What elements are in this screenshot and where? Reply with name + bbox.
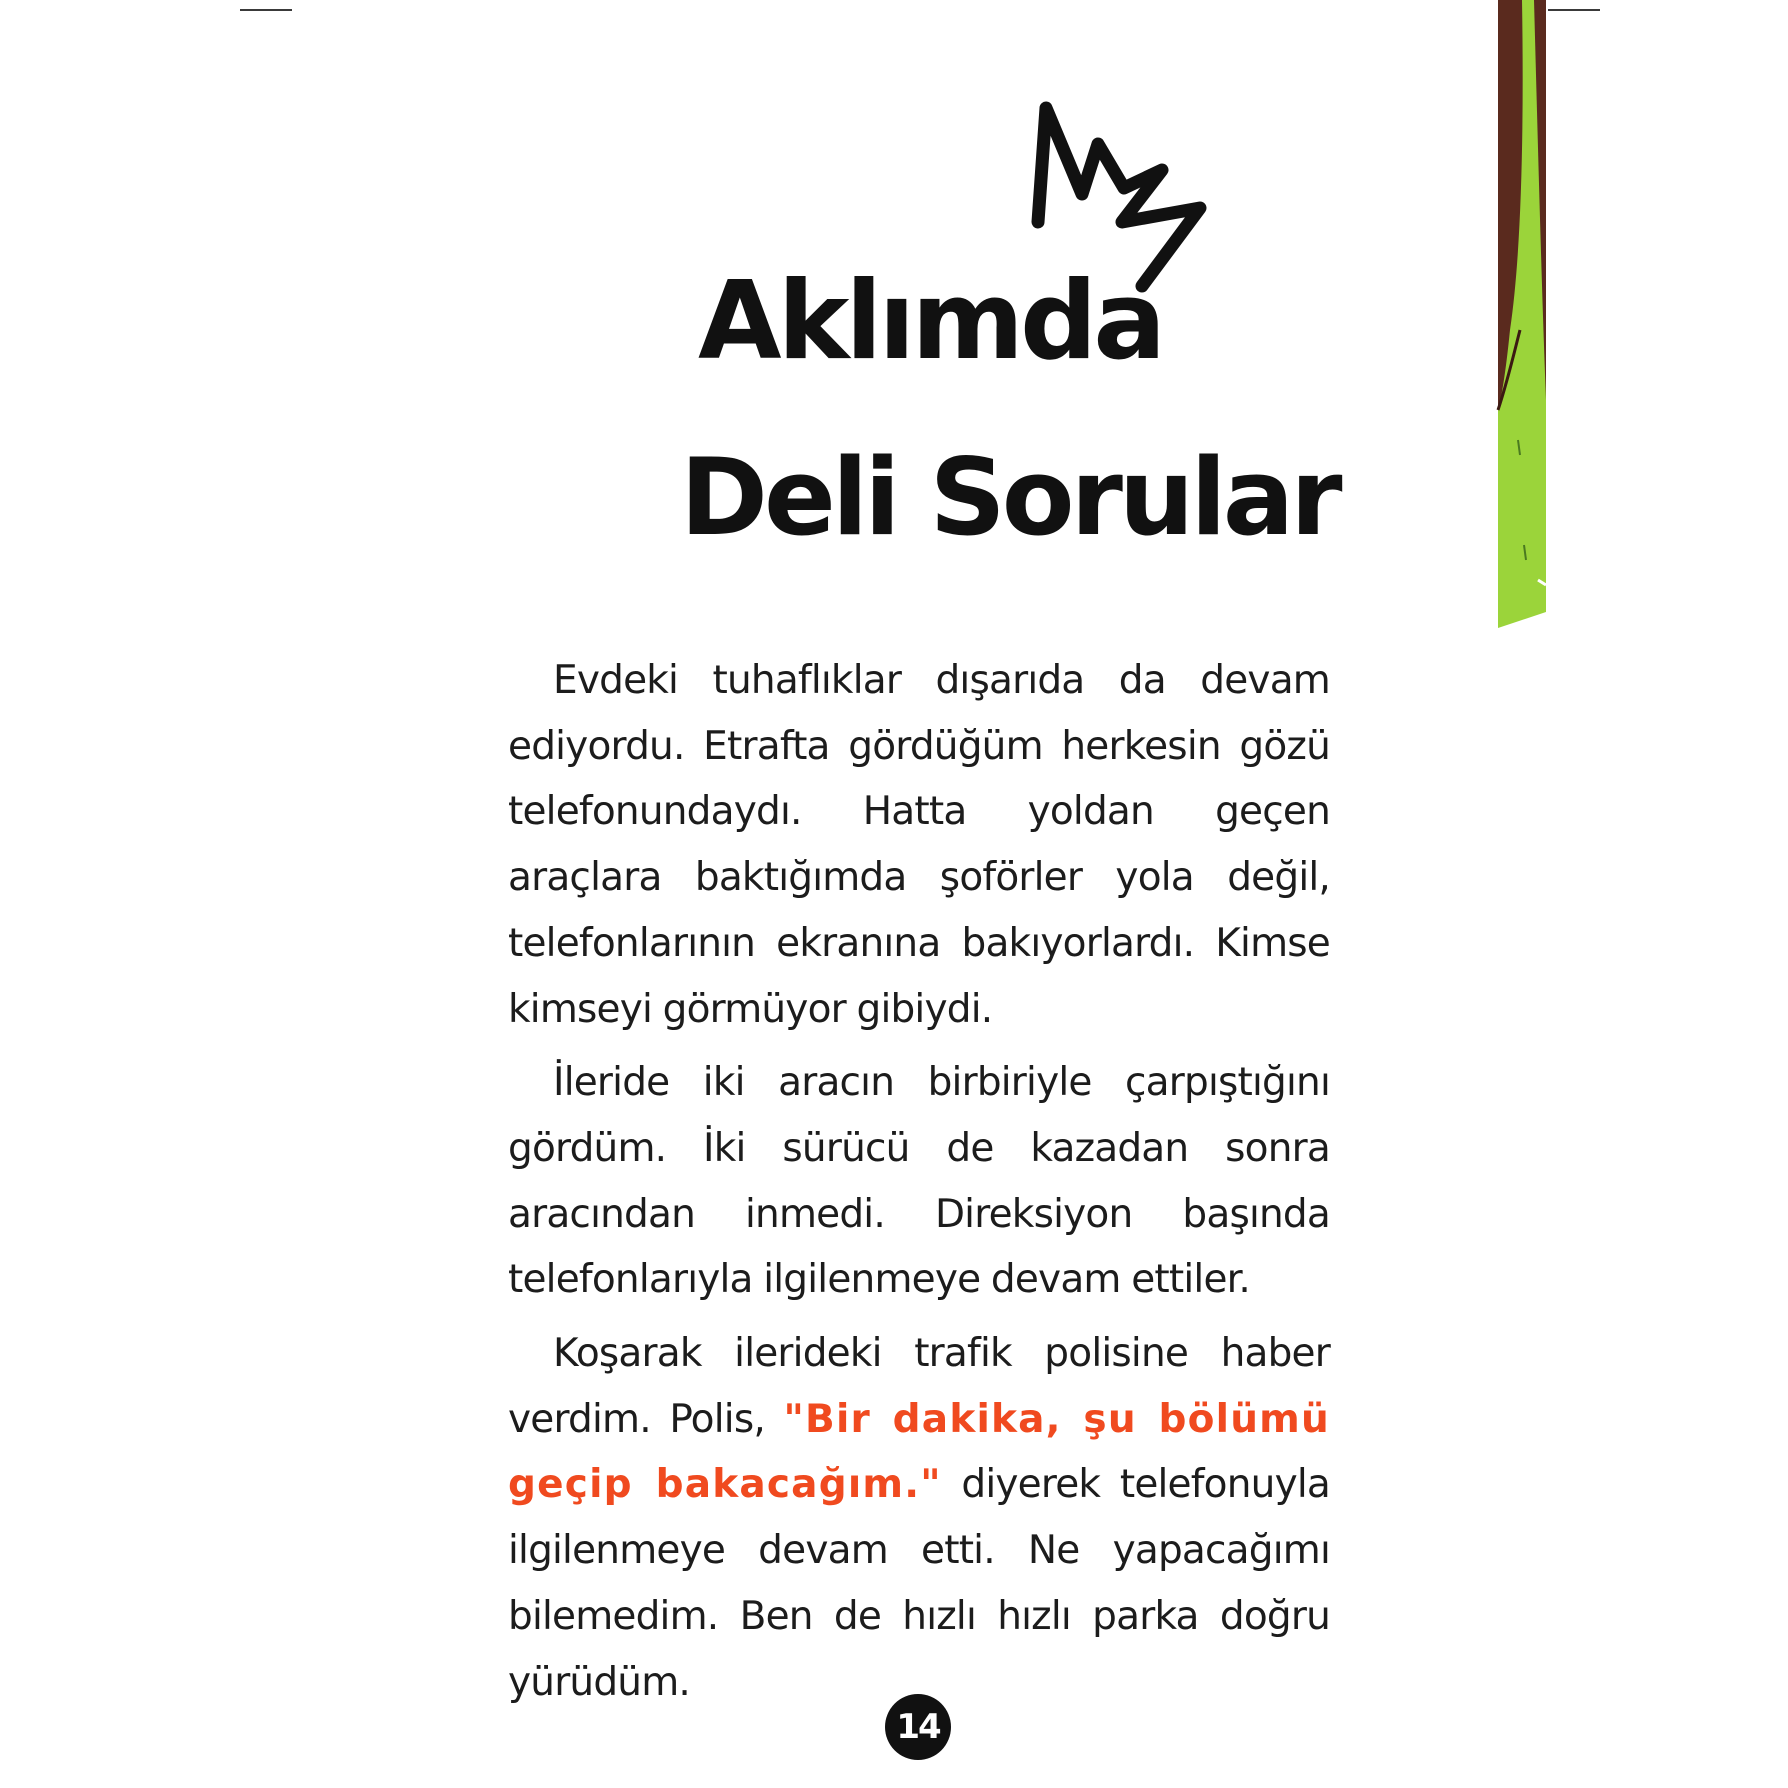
page-edge-illustration bbox=[1498, 0, 1546, 628]
paragraph-3-before: Koşarak ilerideki trafik polisine haber verdim. Polis, bbox=[508, 1331, 1330, 1442]
paragraph-1: Evdeki tuhaflıklar dışarıda da devam ediyordu. Etrafta gördüğüm herkesin gözü telefonundaydı. Hatta yoldan geçen araçlara baktığımda şoförler yola değil, telefonlarının ekranına bakıyorlardı. Kimse kimseyi görmüyor gibiydi. bbox=[508, 658, 1330, 1032]
crop-mark-right bbox=[1548, 9, 1600, 11]
chapter-title bbox=[680, 90, 1339, 560]
paragraph-2: İleride iki aracın birbiriyle çarpıştığını gördüm. İki sürücü de kazadan sonra aracından inmedi. Direksiyon başında telefonlarıyla ilgilenmeye devam ettiler. bbox=[508, 1060, 1330, 1303]
body-text bbox=[508, 648, 1330, 1723]
title-line-2: Deli Sorular bbox=[680, 436, 1339, 559]
paragraph-3-after: diyerek telefonuyla ilgilenmeye devam etti. Ne yapacağımı bilemedim. Ben de hızlı hızlı parka doğru yürüdüm. bbox=[508, 1462, 1330, 1705]
page-number: 14 bbox=[885, 1694, 951, 1760]
title-line-1: Aklımda bbox=[698, 259, 1163, 384]
police-quote: "Bir dakika, şu bölümü geçip bakacağım." bbox=[508, 1396, 1330, 1508]
crop-mark-left bbox=[240, 9, 292, 11]
paragraph-3 bbox=[508, 1321, 1330, 1715]
